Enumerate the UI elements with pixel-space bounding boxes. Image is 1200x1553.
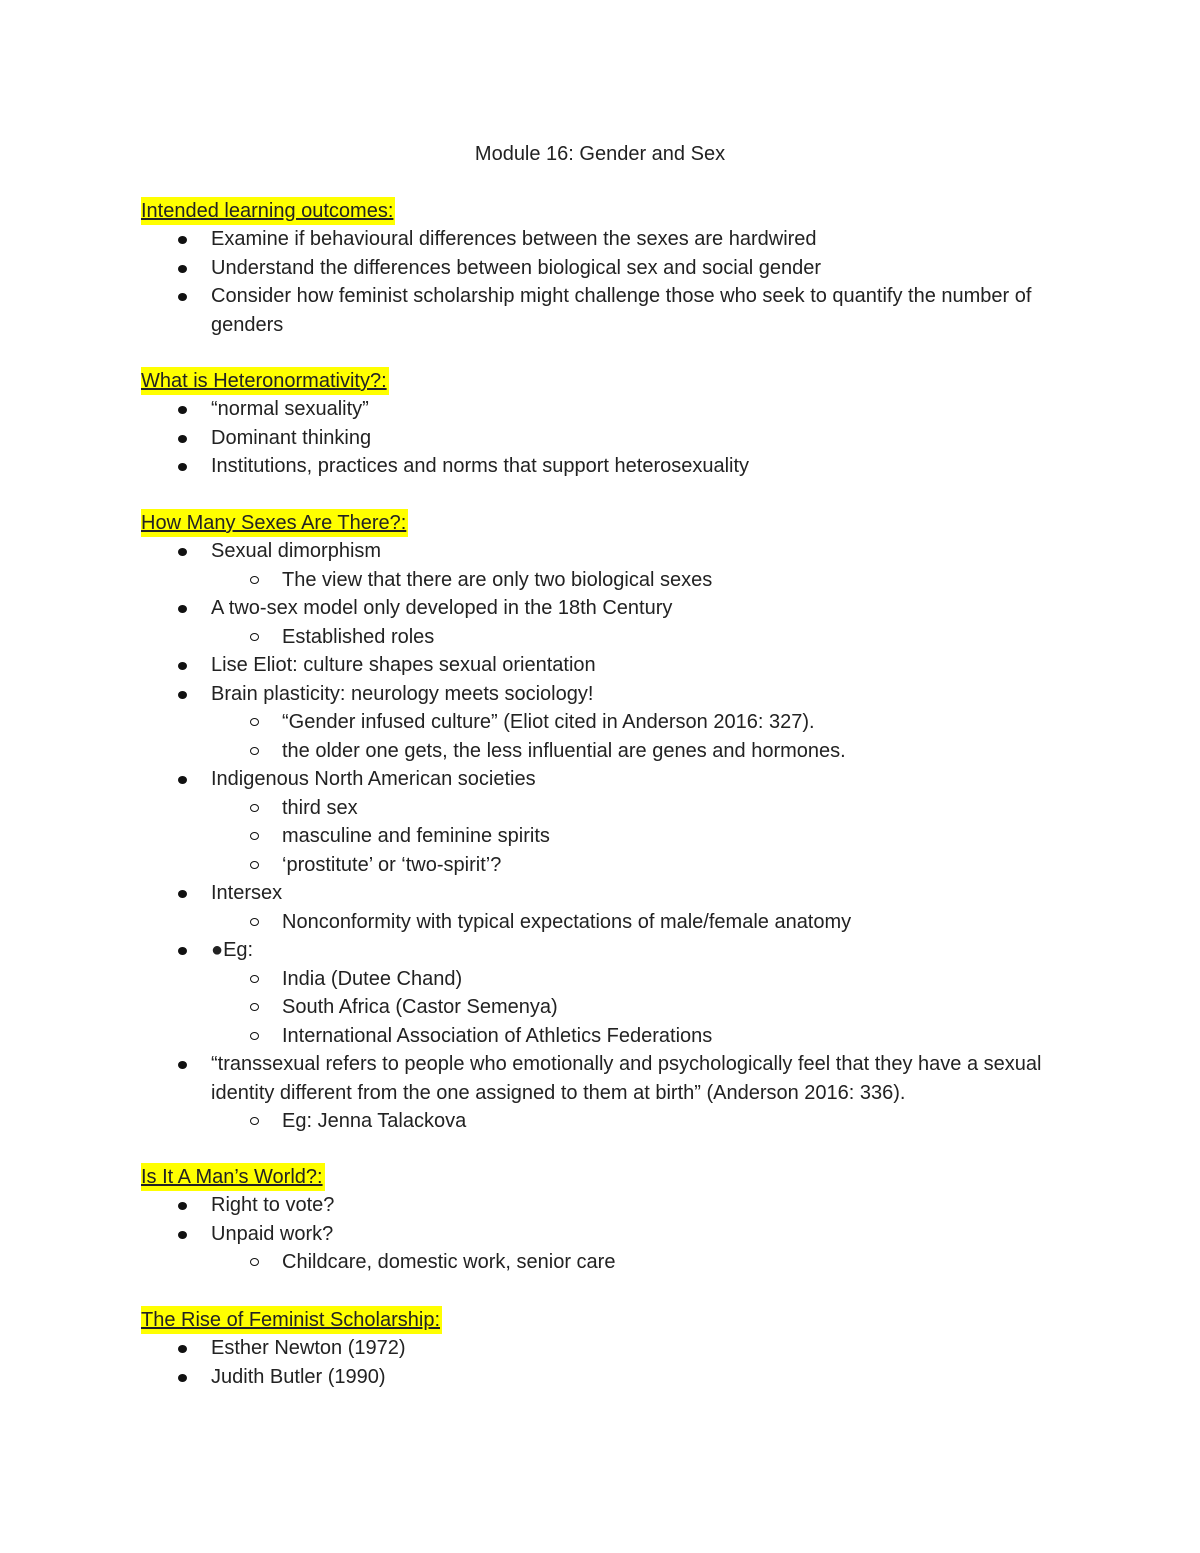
list-item: Right to vote?: [141, 1191, 1061, 1220]
bullet-icon: [178, 1061, 187, 1069]
sub-list-item: ‘prostitute’ or ‘two-spirit’?: [141, 851, 1061, 880]
hollow-bullet-icon: [250, 861, 259, 869]
bullet-icon: [178, 265, 187, 273]
bullet-icon: [178, 605, 187, 613]
bullet-icon: [178, 1231, 187, 1239]
sub-list-item: Childcare, domestic work, senior care: [141, 1248, 1061, 1277]
section-learning-outcomes: [141, 197, 1061, 339]
hollow-bullet-icon: [250, 832, 259, 840]
sub-list-item: masculine and feminine spirits: [141, 822, 1061, 851]
sub-list: [211, 1107, 1061, 1136]
bullet-icon: [178, 1345, 187, 1353]
bullet-icon: [178, 1374, 187, 1382]
sub-list: [211, 566, 1061, 595]
sub-list-item: the older one gets, the less influential are genes and hormones.: [141, 737, 1061, 766]
list-item: Intersex Nonconformity with typical expectations of male/female anatomy: [141, 879, 1061, 936]
list-item: “normal sexuality”: [141, 395, 1061, 424]
sub-list: [211, 794, 1061, 880]
bullet-list: [141, 537, 1061, 1136]
bullet-icon: [178, 548, 187, 556]
section-heteronormativity: [141, 367, 1061, 481]
sub-list-item: “Gender infused culture” (Eliot cited in Anderson 2016: 327).: [141, 708, 1061, 737]
bullet-icon: [178, 236, 187, 244]
bullet-list: [141, 1334, 1061, 1391]
list-item: Judith Butler (1990): [141, 1363, 1061, 1392]
section-how-many-sexes: [141, 509, 1061, 1136]
bullet-list: [141, 225, 1061, 339]
list-item: Lise Eliot: culture shapes sexual orientation: [141, 651, 1061, 680]
bullet-icon: [178, 890, 187, 898]
sub-list-item: South Africa (Castor Semenya): [141, 993, 1061, 1022]
section-heading: Intended learning outcomes:: [141, 197, 395, 225]
hollow-bullet-icon: [250, 747, 259, 755]
sub-list-item: International Association of Athletics Federations: [141, 1022, 1061, 1051]
section-heading: What is Heteronormativity?:: [141, 367, 389, 395]
hollow-bullet-icon: [250, 1258, 259, 1266]
sub-list-item: Eg: Jenna Talackova: [141, 1107, 1061, 1136]
list-item: Esther Newton (1972): [141, 1334, 1061, 1363]
list-item: Sexual dimorphism The view that there are only two biological sexes: [141, 537, 1061, 594]
list-item: Indigenous North American societies third sex masculine and feminine spirits ‘prostitute’ or ‘two-spirit’?: [141, 765, 1061, 879]
section-feminist-scholarship: [141, 1306, 1061, 1391]
sub-list-item: third sex: [141, 794, 1061, 823]
bullet-icon: [178, 1202, 187, 1210]
sub-list-item: Established roles: [141, 623, 1061, 652]
list-item: “transsexual refers to people who emotionally and psychologically feel that they have a sexual identity different from the one assigned to them at birth” (Anderson 2016: 336). Eg: Jenna Talackova: [141, 1050, 1061, 1136]
list-item: Brain plasticity: neurology meets sociology! “Gender infused culture” (Eliot cited in Anderson 2016: 327). the older one gets, the less influential are genes and hormones.: [141, 680, 1061, 766]
section-heading: How Many Sexes Are There?:: [141, 509, 408, 537]
hollow-bullet-icon: [250, 576, 259, 584]
bullet-icon: [178, 776, 187, 784]
sub-list: [211, 965, 1061, 1051]
list-item: Dominant thinking: [141, 424, 1061, 453]
hollow-bullet-icon: [250, 1032, 259, 1040]
list-item: Understand the differences between biological sex and social gender: [141, 254, 1061, 283]
bullet-icon: [178, 293, 187, 301]
bullet-icon: [178, 435, 187, 443]
sub-list-item: Nonconformity with typical expectations of male/female anatomy: [141, 908, 1061, 937]
hollow-bullet-icon: [250, 975, 259, 983]
section-mans-world: [141, 1163, 1061, 1277]
sub-list: [211, 1248, 1061, 1277]
list-item: Unpaid work? Childcare, domestic work, senior care: [141, 1220, 1061, 1277]
sub-list-item: India (Dutee Chand): [141, 965, 1061, 994]
bullet-icon: [178, 662, 187, 670]
section-heading: The Rise of Feminist Scholarship:: [141, 1306, 442, 1334]
bullet-icon: [178, 406, 187, 414]
list-item: Examine if behavioural differences between the sexes are hardwired: [141, 225, 1061, 254]
sub-list-item: The view that there are only two biological sexes: [141, 566, 1061, 595]
hollow-bullet-icon: [250, 718, 259, 726]
hollow-bullet-icon: [250, 1003, 259, 1011]
section-heading: Is It A Man’s World?:: [141, 1163, 325, 1191]
hollow-bullet-icon: [250, 1117, 259, 1125]
document-title: Module 16: Gender and Sex: [474, 143, 726, 165]
bullet-list: [141, 1191, 1061, 1277]
bullet-list: [141, 395, 1061, 481]
list-item: ●Eg: India (Dutee Chand) South Africa (Castor Semenya) International Association of Athletics Federations: [141, 936, 1061, 1050]
list-item: A two-sex model only developed in the 18th Century Established roles: [141, 594, 1061, 651]
hollow-bullet-icon: [250, 633, 259, 641]
bullet-icon: [178, 463, 187, 471]
list-item: Institutions, practices and norms that support heterosexuality: [141, 452, 1061, 481]
hollow-bullet-icon: [250, 918, 259, 926]
bullet-icon: [178, 691, 187, 699]
sub-list: [211, 623, 1061, 652]
list-item: Consider how feminist scholarship might challenge those who seek to quantify the number of genders: [141, 282, 1061, 339]
hollow-bullet-icon: [250, 804, 259, 812]
sub-list: [211, 708, 1061, 765]
sub-list: [211, 908, 1061, 937]
bullet-icon: [178, 947, 187, 955]
